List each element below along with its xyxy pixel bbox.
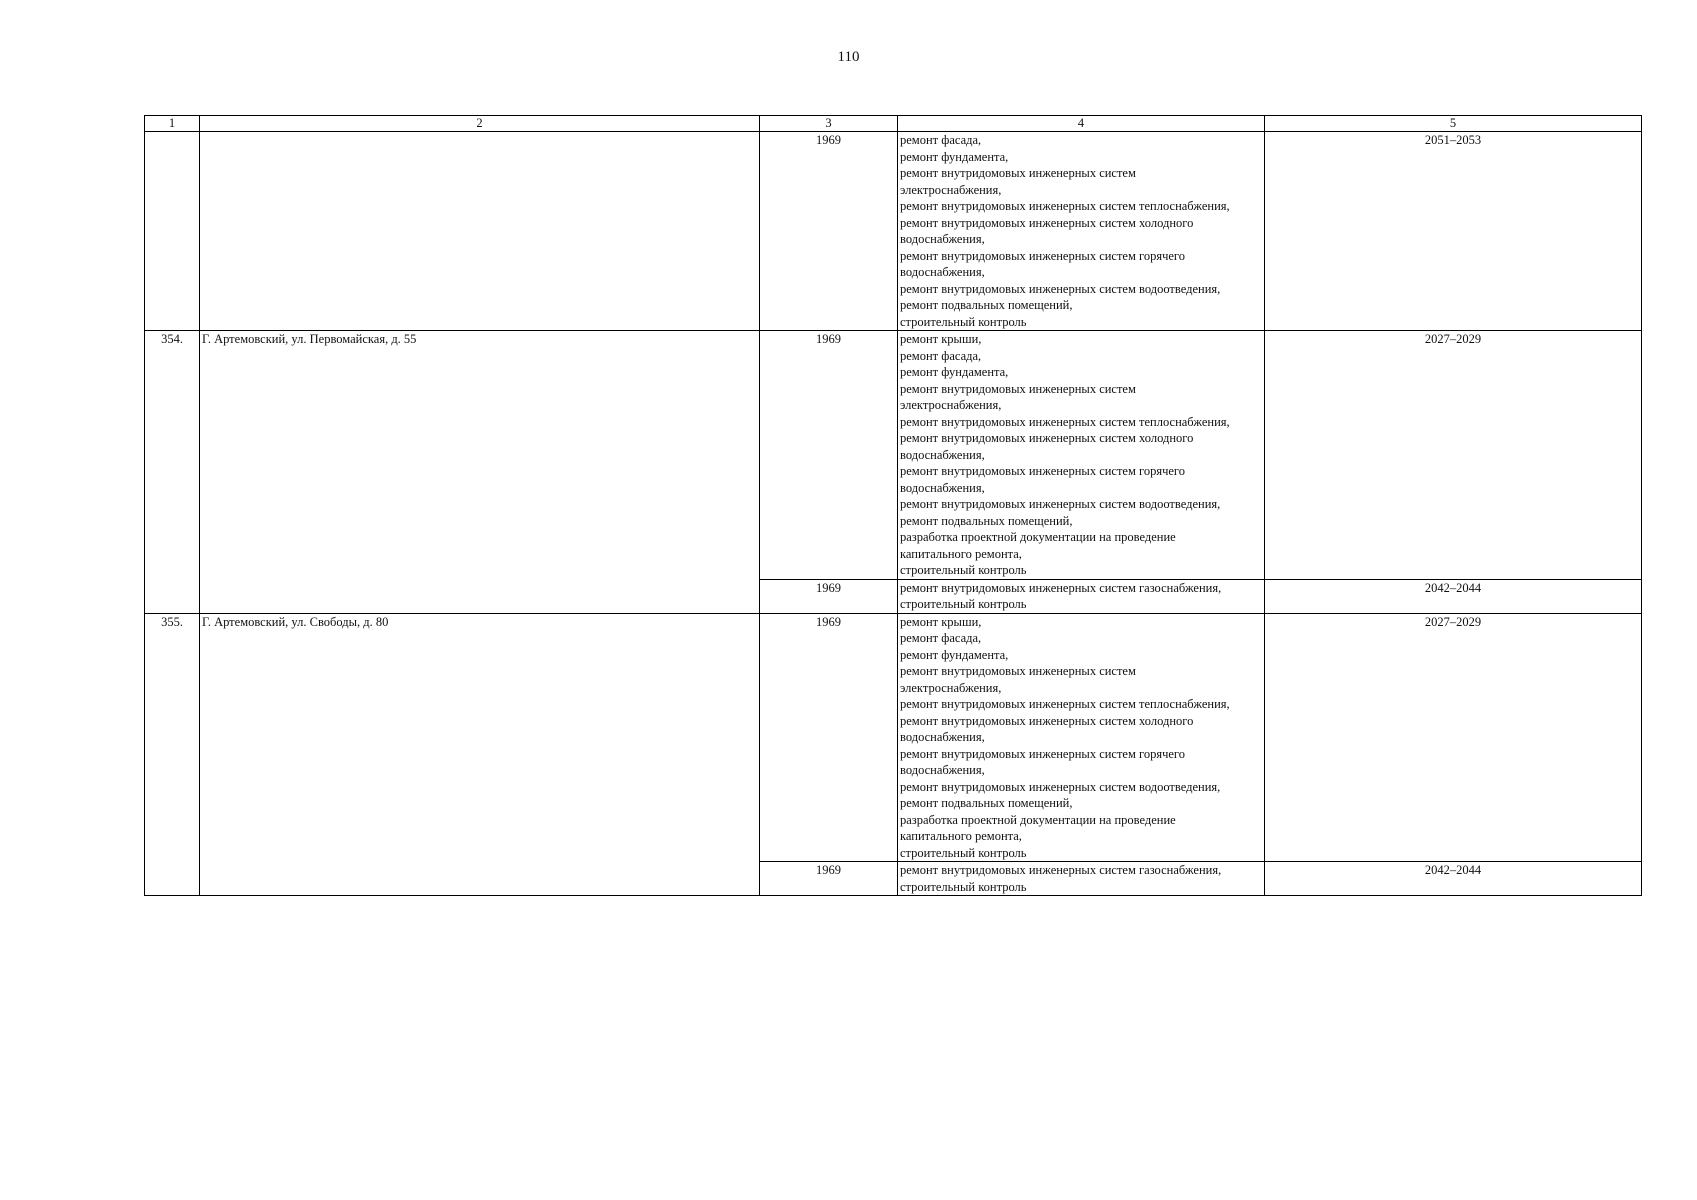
work-item: капитального ремонта, xyxy=(900,829,1022,843)
work-item: ремонт внутридомовых инженерных систем холодного xyxy=(900,713,1194,728)
repair-schedule-table xyxy=(144,115,1642,896)
work-item: ремонт внутридомовых инженерных систем теплоснабжения, xyxy=(900,414,1230,429)
work-item: ремонт фасада, xyxy=(900,631,982,645)
period-cell: 2042–2044 xyxy=(1265,862,1642,896)
work-item: ремонт внутридомовых инженерных систем холодного xyxy=(900,215,1194,230)
work-item: строительный контроль xyxy=(900,314,1027,329)
table-row xyxy=(145,132,1642,331)
work-item: ремонт внутридомовых инженерных систем водоотведения, xyxy=(900,281,1221,296)
address-cell: Г. Артемовский, ул. Свободы, д. 80 xyxy=(200,613,760,896)
work-item: водоснабжения, xyxy=(900,763,985,777)
works-cell xyxy=(898,132,1265,331)
work-item: ремонт фундамента, xyxy=(900,149,1009,164)
work-item: ремонт внутридомовых инженерных систем горячего xyxy=(900,746,1185,761)
work-item: ремонт внутридомовых инженерных систем xyxy=(900,166,1136,180)
work-item: ремонт внутридомовых инженерных систем газоснабжения, xyxy=(900,580,1222,595)
row-number xyxy=(145,132,200,331)
works-cell xyxy=(898,331,1265,580)
year-cell: 1969 xyxy=(760,862,898,896)
work-item: электроснабжения, xyxy=(900,680,1002,695)
period-cell: 2027–2029 xyxy=(1265,331,1642,580)
year-cell: 1969 xyxy=(760,132,898,331)
column-header-3: 3 xyxy=(760,116,898,132)
work-item: ремонт подвальных помещений, xyxy=(900,298,1073,312)
works-cell xyxy=(898,579,1265,613)
work-item: ремонт фундамента, xyxy=(900,647,1009,662)
work-item: ремонт подвальных помещений, xyxy=(900,513,1073,528)
work-item: строительный контроль xyxy=(900,845,1027,860)
year-cell: 1969 xyxy=(760,613,898,862)
work-item: разработка проектной документации на проведение xyxy=(900,530,1176,544)
work-item: ремонт внутридомовых инженерных систем горячего xyxy=(900,248,1185,263)
work-item: ремонт крыши, xyxy=(900,332,982,346)
row-number: 354. xyxy=(145,331,200,614)
work-item: строительный контроль xyxy=(900,563,1027,577)
address-cell xyxy=(200,132,760,331)
work-item: ремонт внутридомовых инженерных систем теплоснабжения, xyxy=(900,697,1230,711)
header-row xyxy=(145,116,1642,132)
work-item: водоснабжения, xyxy=(900,265,985,279)
work-item: строительный контроль xyxy=(900,879,1027,894)
period-cell: 2027–2029 xyxy=(1265,613,1642,862)
page-number: 110 xyxy=(837,49,860,65)
work-item: ремонт подвальных помещений, xyxy=(900,796,1073,810)
table-header xyxy=(145,116,1642,132)
work-item: капитального ремонта, xyxy=(900,546,1022,561)
table-row xyxy=(145,331,1642,580)
work-item: водоснабжения, xyxy=(900,730,985,744)
work-item: ремонт внутридомовых инженерных систем водоотведения, xyxy=(900,779,1221,794)
column-header-1: 1 xyxy=(145,116,200,132)
table-body xyxy=(145,132,1642,896)
work-item: ремонт внутридомовых инженерных систем горячего xyxy=(900,464,1185,478)
column-header-4: 4 xyxy=(898,116,1265,132)
table-row xyxy=(145,613,1642,862)
work-item: ремонт внутридомовых инженерных систем xyxy=(900,381,1136,396)
work-item: ремонт крыши, xyxy=(900,614,982,629)
work-item: электроснабжения, xyxy=(900,182,1002,197)
work-item: ремонт фундамента, xyxy=(900,365,1009,379)
column-header-2: 2 xyxy=(200,116,760,132)
work-item: ремонт фасада, xyxy=(900,348,982,363)
works-cell xyxy=(898,613,1265,862)
work-item: электроснабжения, xyxy=(900,398,1002,412)
work-item: ремонт внутридомовых инженерных систем теплоснабжения, xyxy=(900,199,1230,213)
work-item: водоснабжения, xyxy=(900,480,985,495)
work-item: водоснабжения, xyxy=(900,232,985,246)
work-item: ремонт внутридомовых инженерных систем xyxy=(900,664,1136,678)
year-cell: 1969 xyxy=(760,331,898,580)
work-item: ремонт внутридомовых инженерных систем водоотведения, xyxy=(900,497,1221,511)
work-item: разработка проектной документации на проведение xyxy=(900,812,1176,827)
work-item: ремонт внутридомовых инженерных систем холодного xyxy=(900,431,1194,445)
address-cell: Г. Артемовский, ул. Первомайская, д. 55 xyxy=(200,331,760,614)
row-number: 355. xyxy=(145,613,200,896)
work-item: ремонт внутридомовых инженерных систем газоснабжения, xyxy=(900,863,1222,877)
column-header-5: 5 xyxy=(1265,116,1642,132)
work-item: ремонт фасада, xyxy=(900,133,982,147)
period-cell: 2042–2044 xyxy=(1265,579,1642,613)
work-item: строительный контроль xyxy=(900,597,1027,611)
period-cell: 2051–2053 xyxy=(1265,132,1642,331)
works-cell xyxy=(898,862,1265,896)
work-item: водоснабжения, xyxy=(900,447,985,462)
year-cell: 1969 xyxy=(760,579,898,613)
